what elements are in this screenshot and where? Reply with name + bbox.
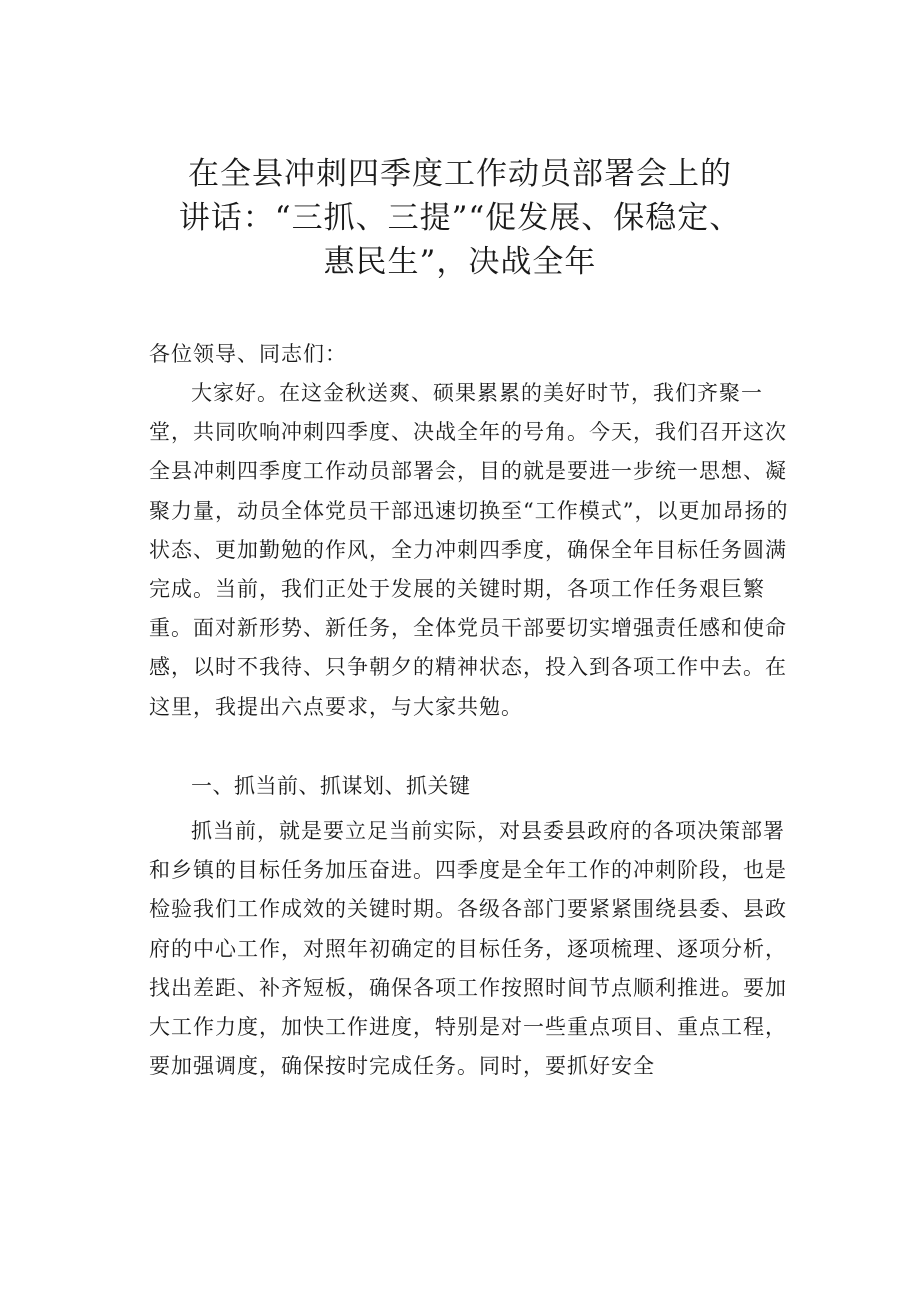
salutation: 各位领导、同志们： (149, 342, 347, 366)
document-title (150, 152, 770, 284)
title-line-1: 在全县冲刺四季度工作动员部署会上的 (188, 156, 732, 192)
title-line-3: 惠民生”，决战全年 (323, 244, 597, 280)
section-heading-1: 一、抓当前、抓谋划、抓关键 (191, 774, 471, 798)
title-line-2: 讲话：“三抓、三提”“促发展、保稳定、 (178, 200, 742, 236)
opening-paragraph: 大家好。在这金秋送爽、硕果累累的美好时节，我们齐聚一堂，共同吹响冲刺四季度、决战全年的号角。今天，我们召开这次全县冲刺四季度工作动员部署会，目的就是要进一步统一思想、凝聚力量，动员全体党员干部迅速切换至“工作模式”，以更加昂扬的状态、更加勤勉的作风，全力冲刺四季度，确保全年目标任务圆满完成。当前，我们正处于发展的关键时期，各项工作任务艰巨繁重。面对新形势、新任务，全体党员干部要切实增强责任感和使命感，以时不我待、只争朝夕的精神状态，投入到各项工作中去。在这里，我提出六点要求，与大家共勉。 (149, 381, 789, 719)
section-1-paragraph: 抓当前，就是要立足当前实际，对县委县政府的各项决策部署和乡镇的目标任务加压奋进。四季度是全年工作的冲刺阶段，也是检验我们工作成效的关键时期。各级各部门要紧紧围绕县委、县政府的中心工作，对照年初确定的目标任务，逐项梳理、逐项分析，找出差距、补齐短板，确保各项工作按照时间节点顺利推进。要加大工作力度，加快工作进度，特别是对一些重点项目、重点工程，要加强调度，确保按时完成任务。同时，要抓好安全 (149, 819, 787, 1079)
